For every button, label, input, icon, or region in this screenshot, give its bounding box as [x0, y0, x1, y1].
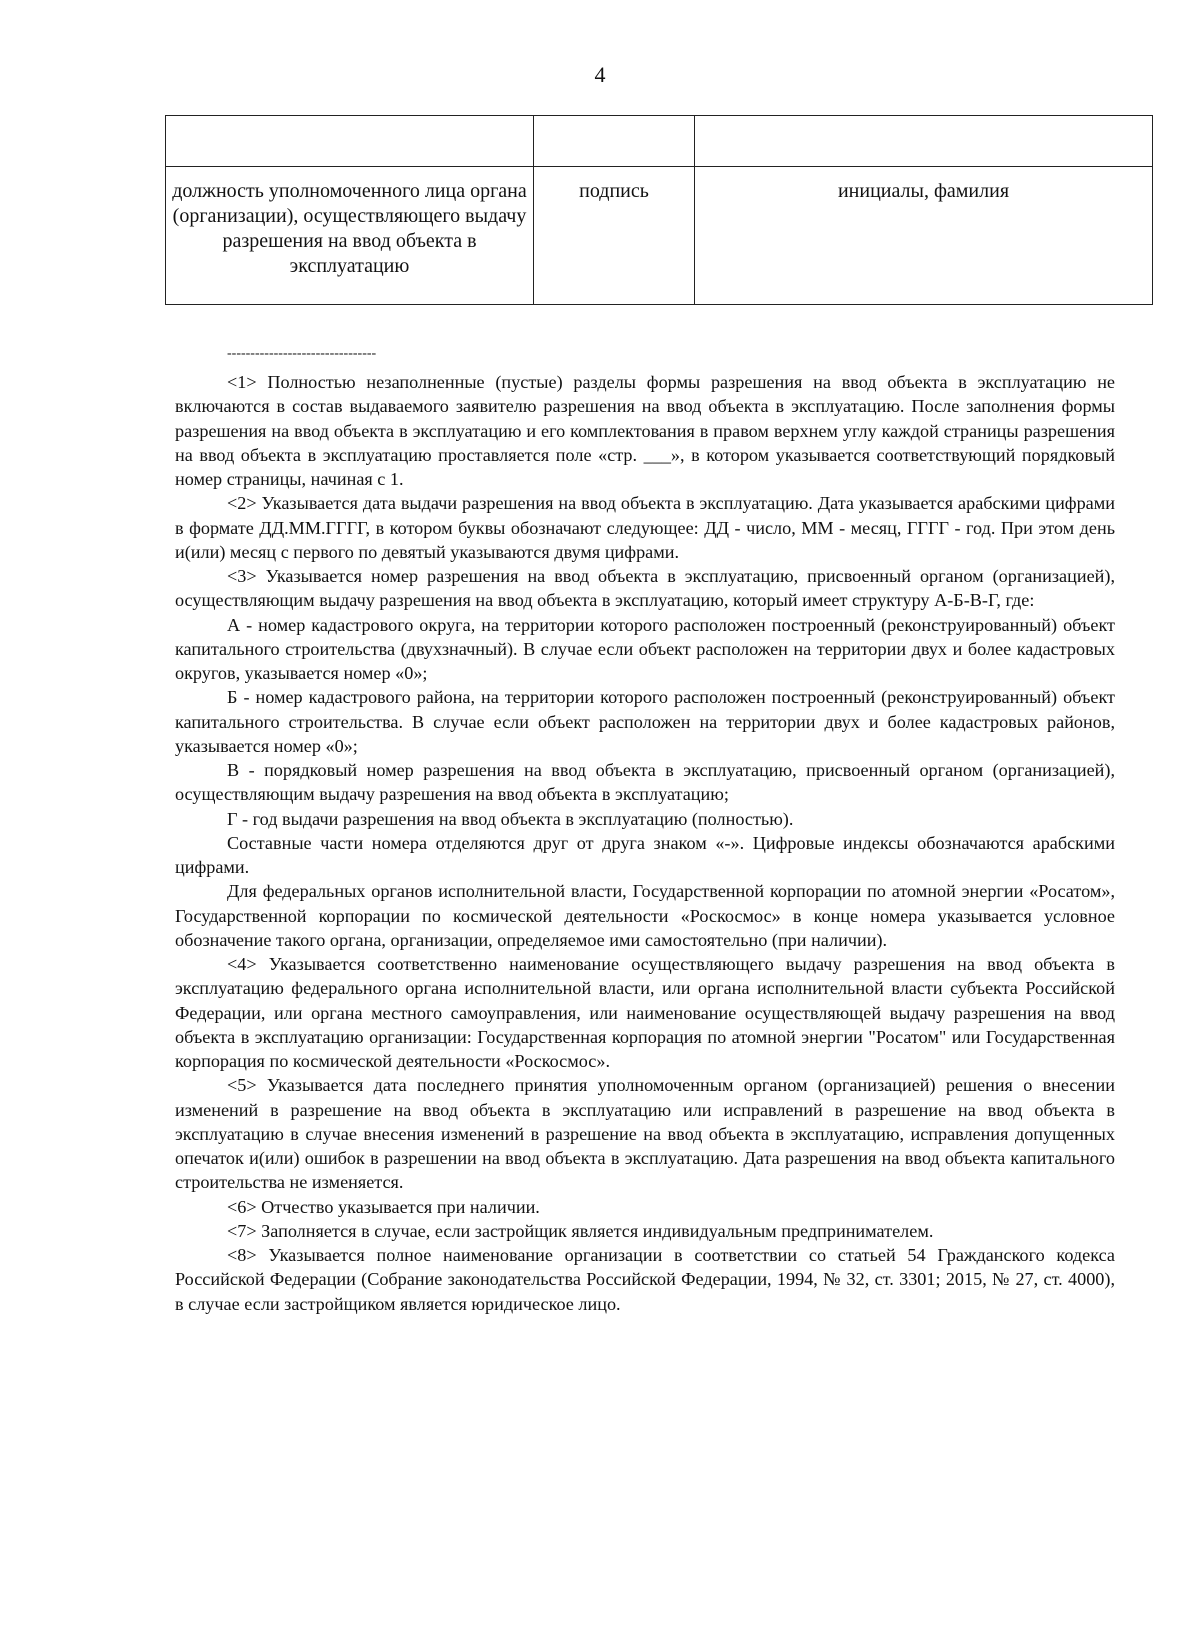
signature-label: подпись	[534, 167, 695, 305]
footnote-6: <6> Отчество указывается при наличии.	[227, 1196, 540, 1217]
name-blank-cell	[695, 116, 1153, 167]
footnotes	[175, 370, 1115, 1316]
footnote-3-part-g: Г - год выдачи разрешения на ввод объекта в эксплуатацию (полностью).	[227, 808, 794, 829]
footnote-8: <8> Указывается полное наименование организации в соответствии со статьей 54 Гражданского кодекса Российской Федерации (Собрание законодательства Российской Федерации, 1994, № 32, ст. 3301; 2015, № 27, ст. 4000), в случае если застройщиком является юридическое лицо.	[175, 1245, 1115, 1314]
signature-label-row	[166, 167, 1153, 305]
signature-table	[165, 115, 1153, 305]
name-label: инициалы, фамилия	[695, 167, 1153, 305]
footnote-3: <3> Указывается номер разрешения на ввод объекта в эксплуатацию, присвоенный органом (организацией), осуществляющим выдачу разрешения на ввод объекта в эксплуатацию, который имеет структуру А-Б-В-Г, где:	[175, 566, 1115, 611]
footnote-1: <1> Полностью незаполненные (пустые) разделы формы разрешения на ввод объекта в эксплуатацию не включаются в состав выдаваемого заявителю разрешения на ввод объекта в эксплуатацию. После заполнения формы разрешения на ввод объекта в эксплуатацию и его комплектования в правом верхнем углу каждой страницы разрешения на ввод объекта в эксплуатацию проставляется поле «стр. ___», в котором указывается соответствующий порядковый номер страницы, начиная с 1.	[175, 372, 1115, 489]
footnote-3-separators: Составные части номера отделяются друг от друга знаком «-». Цифровые индексы обозначаются арабскими цифрами.	[175, 832, 1115, 877]
footnote-4: <4> Указывается соответственно наименование осуществляющего выдачу разрешения на ввод объекта в эксплуатацию федерального органа исполнительной власти, или органа исполнительной власти субъекта Российской Федерации, или органа местного самоуправления, или наименование осуществляющей выдачу разрешения на ввод объекта в эксплуатацию организации: Государственная корпорация по атомной энергии "Росатом" или Государственная корпорация по космической деятельности «Роскосмос».	[175, 954, 1115, 1071]
footnote-3-part-v: В - порядковый номер разрешения на ввод объекта в эксплуатацию, присвоенный органом (организацией), осуществляющим выдачу разрешения на ввод объекта в эксплуатацию;	[175, 760, 1115, 805]
signature-blank-cell	[534, 116, 695, 167]
footnote-2: <2> Указывается дата выдачи разрешения на ввод объекта в эксплуатацию. Дата указывается арабскими цифрами в формате ДД.ММ.ГГГГ, в котором буквы обозначают следующее: ДД - число, ММ - месяц, ГГГГ - год. При этом день и(или) месяц с первого по девятый указываются двумя цифрами.	[175, 493, 1115, 562]
position-blank-cell	[166, 116, 534, 167]
footnote-5: <5> Указывается дата последнего принятия уполномоченным органом (организацией) решения о внесении изменений в разрешение на ввод объекта в эксплуатацию или исправлений в разрешение на ввод объекта в эксплуатацию в случае внесения изменений в разрешение на ввод объекта в эксплуатацию, исправления допущенных опечаток и(или) ошибок в разрешении на ввод объекта в эксплуатацию. Дата разрешения на ввод объекта капитального строительства не изменяется.	[175, 1075, 1115, 1193]
position-label: должность уполномоченного лица органа (организации), осуществляющего выдачу разрешения на ввод объекта в эксплуатацию	[166, 167, 534, 305]
footnote-7: <7> Заполняется в случае, если застройщик является индивидуальным предпринимателем.	[227, 1220, 934, 1241]
footnote-3-federal-bodies: Для федеральных органов исполнительной власти, Государственной корпорации по атомной энергии «Росатом», Государственной корпорации по космической деятельности «Роскосмос» в конце номера указывается условное обозначение такого органа, организации, определяемое ими самостоятельно (при наличии).	[175, 881, 1115, 950]
footnote-3-part-a: А - номер кадастрового округа, на территории которого расположен построенный (реконструированный) объект капитального строительства (двухзначный). В случае если объект расположен на территории двух и более кадастровых округов, указывается номер «0»;	[175, 614, 1115, 683]
footnote-separator: --------------------------------	[227, 346, 377, 361]
footnote-3-part-b: Б - номер кадастрового района, на территории которого расположен построенный (реконструированный) объект капитального строительства. В случае если объект расположен на территории двух и более кадастровых районов, указывается номер «0»;	[175, 687, 1115, 756]
page-number: 4	[594, 62, 606, 87]
signature-blank-row	[166, 116, 1153, 167]
